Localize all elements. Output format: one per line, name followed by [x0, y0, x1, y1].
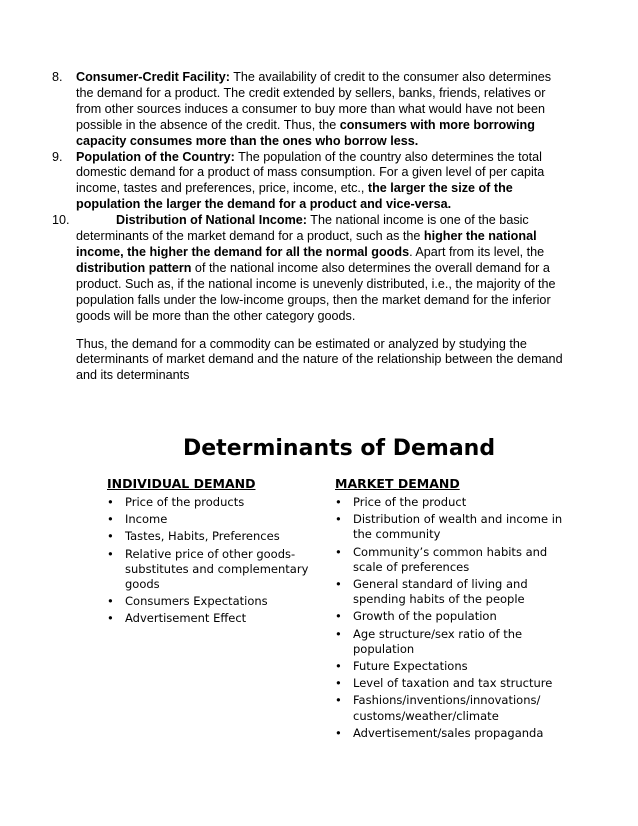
item-emphasis: distribution pattern — [76, 260, 192, 275]
item-number: 10. — [52, 213, 70, 228]
item-title: Population of the Country: — [76, 149, 235, 164]
item-number: 8. — [52, 70, 63, 84]
list-item — [107, 547, 322, 593]
item-text: The national income is one of the basic determinants of the market demand for a product, such as the — [76, 213, 529, 244]
list-item-text: Consumers Expectations — [125, 594, 268, 609]
bullet-icon: • — [335, 725, 342, 740]
bullet-icon: • — [335, 676, 342, 691]
item-text: of the national income also determines the overall demand for a product. Such as, if the national income is unevenly distributed, i.e., the majority of the population falls under the low-income groups, then the market demand for the inferior goods will be more than the other category goods. — [76, 260, 556, 323]
list-item — [107, 495, 322, 510]
list-item-text: Age structure/sex ratio of the population — [353, 626, 523, 656]
item-emphasis: higher the national income, the higher the demand for all the normal goods — [76, 229, 537, 259]
list-item-text: General standard of living and spending habits of the people — [353, 577, 528, 607]
individual-demand-column — [107, 476, 322, 629]
list-item-text: Price of the products — [125, 495, 245, 509]
list-item — [335, 726, 565, 741]
bullet-icon: • — [107, 594, 114, 609]
list-item — [107, 529, 322, 544]
bullet-icon: • — [335, 609, 342, 624]
market-demand-heading: MARKET DEMAND — [335, 476, 460, 491]
list-item-text: Price of the product — [353, 495, 467, 509]
bullet-icon: • — [107, 546, 114, 561]
list-item — [335, 495, 565, 510]
list-item — [335, 512, 565, 542]
item-number: 9. — [52, 149, 63, 164]
item-text: The availability of credit to the consumer also determines the demand for a product. The credit extended by sellers, banks, friends, relatives or from other sources induces a consumer to buy more than what would have not been possible in the absence of the credit. Thus, the — [76, 70, 552, 132]
bullet-icon: • — [107, 611, 114, 626]
individual-demand-list — [107, 495, 322, 627]
list-item — [335, 609, 565, 624]
list-item — [335, 545, 565, 575]
list-item-text: Future Expectations — [353, 659, 468, 674]
bullet-icon: • — [335, 693, 342, 708]
list-item-consumer-credit — [52, 70, 572, 150]
list-item-population — [52, 150, 572, 214]
item-emphasis: the larger the size of the population the larger the demand for a product and vice-versa. — [76, 181, 513, 212]
item-text: . Apart from its level, the — [409, 244, 545, 259]
list-item-text: Community’s common habits and scale of preferences — [353, 544, 548, 574]
item-emphasis: consumers with more borrowing capacity consumes more than the ones who borrow less. — [76, 117, 535, 148]
document-body — [52, 70, 572, 384]
list-item-text: Relative price of other goods- substitutes and complementary goods — [125, 546, 309, 592]
list-item-text: Advertisement Effect — [125, 611, 247, 626]
conclusion-paragraph: Thus, the demand for a commodity can be estimated or analyzed by studying the determinants of market demand and the nature of the relationship between the demand and its determinants — [76, 336, 563, 383]
list-item-text: Income — [125, 512, 168, 527]
list-item — [107, 512, 322, 527]
list-item — [107, 594, 322, 609]
bullet-icon: • — [335, 577, 342, 592]
list-item — [335, 659, 565, 674]
bullet-icon: • — [107, 529, 114, 544]
bullet-icon: • — [335, 626, 342, 641]
bullet-icon: • — [107, 495, 114, 509]
list-item-text: Fashions/inventions/innovations/ customs/weather/climate — [353, 693, 541, 723]
list-item-text: Tastes, Habits, Preferences — [125, 529, 280, 544]
figure-title: Determinants of Demand — [183, 436, 496, 461]
determinants-figure — [95, 436, 575, 756]
list-item-text: Growth of the population — [353, 609, 497, 624]
bullet-icon: • — [335, 495, 342, 509]
list-item — [335, 627, 565, 657]
list-item — [335, 577, 565, 607]
item-text: The population of the country also determines the total domestic demand for a product of mass consumption. For a given level of per capita income, tastes and preferences, price, income, etc., — [76, 149, 545, 196]
bullet-icon: • — [335, 544, 342, 559]
bullet-icon: • — [107, 512, 114, 527]
list-item-text: Distribution of wealth and income in the community — [353, 512, 563, 542]
bullet-icon: • — [335, 512, 342, 527]
individual-demand-heading: INDIVIDUAL DEMAND — [107, 476, 256, 491]
list-item-text: Advertisement/sales propaganda — [353, 725, 544, 740]
list-item — [107, 611, 322, 626]
list-item — [335, 676, 565, 691]
market-demand-column — [335, 476, 565, 743]
list-item — [335, 693, 565, 723]
market-demand-list — [335, 495, 565, 741]
item-title: Consumer-Credit Facility: — [76, 70, 230, 84]
list-item-national-income — [52, 213, 572, 324]
item-title: Distribution of National Income: — [116, 213, 308, 228]
bullet-icon: • — [335, 659, 342, 674]
list-item-text: Level of taxation and tax structure — [353, 676, 553, 691]
